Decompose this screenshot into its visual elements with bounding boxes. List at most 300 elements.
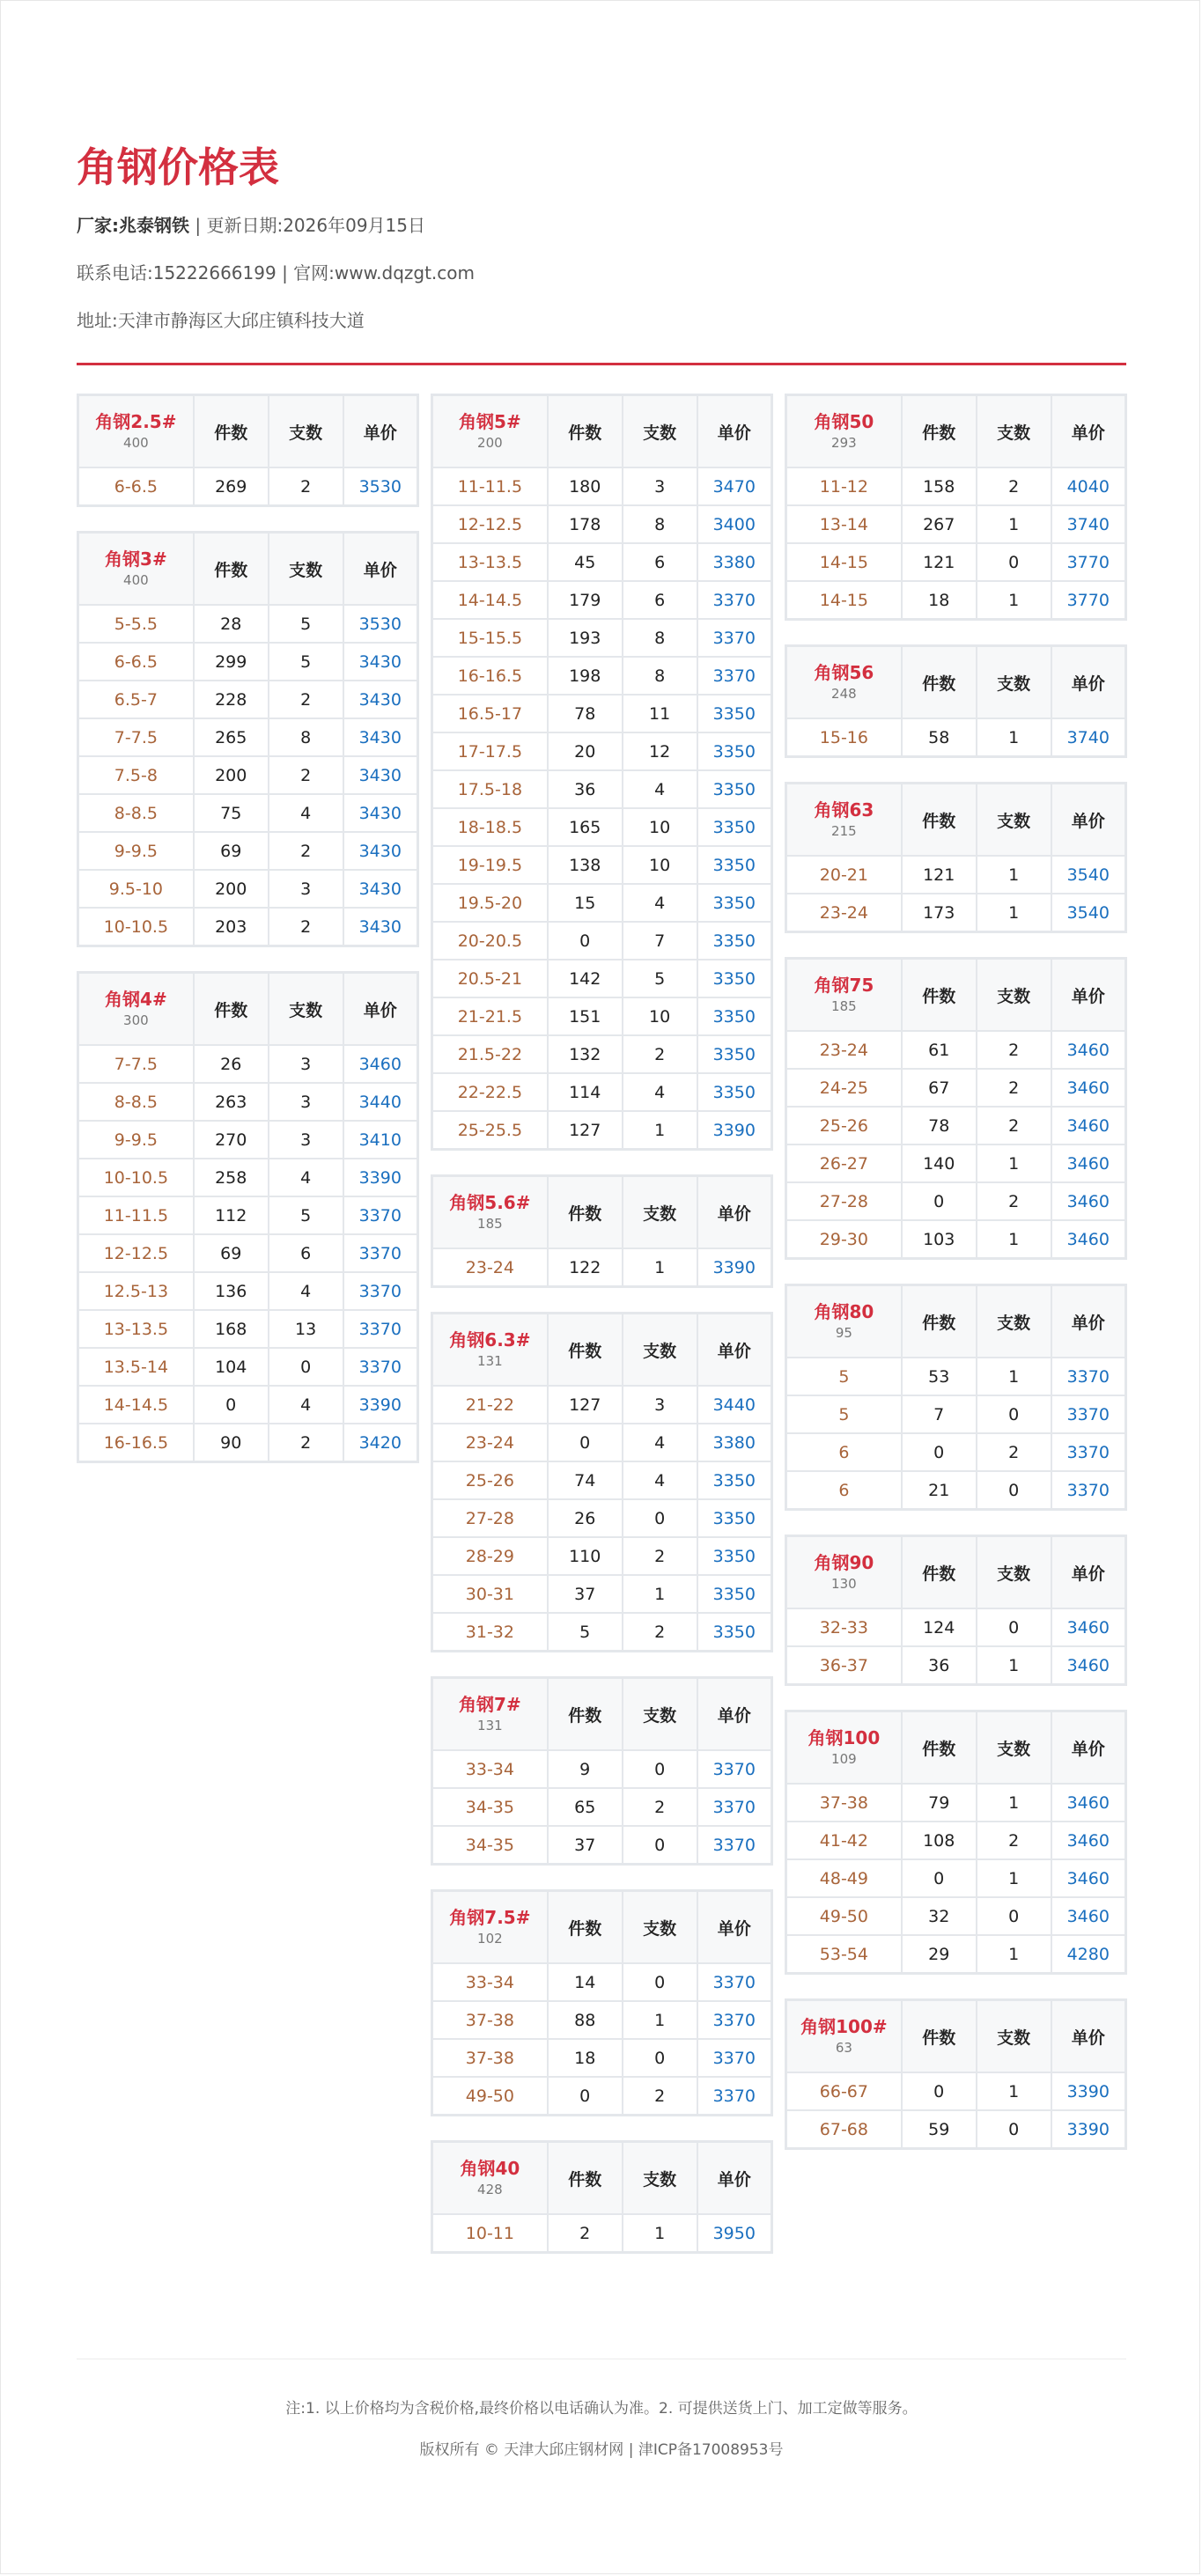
table-row (786, 1220, 1126, 1259)
price-cell: 3350 (697, 1537, 772, 1575)
pieces-cell: 203 (194, 908, 269, 946)
spec-cell: 19.5-20 (432, 884, 548, 922)
bundles-cell: 2 (623, 1035, 697, 1073)
pieces-header: 件数 (902, 784, 977, 857)
price-header: 单价 (1051, 646, 1126, 719)
price-cell: 3410 (343, 1121, 418, 1159)
pieces-cell: 5 (548, 1613, 623, 1652)
pieces-cell: 114 (548, 1073, 623, 1111)
spec-cell: 37-38 (786, 1784, 902, 1822)
price-cell: 3370 (1051, 1433, 1126, 1471)
price-cell: 3460 (1051, 1784, 1126, 1822)
pieces-header: 件数 (548, 395, 623, 468)
pieces-cell: 0 (548, 1424, 623, 1461)
price-header: 单价 (697, 2142, 772, 2215)
pieces-cell: 36 (548, 770, 623, 808)
table-row (78, 756, 418, 794)
pieces-cell: 178 (548, 505, 623, 543)
bundles-cell: 0 (269, 1348, 343, 1386)
spec-cell: 16.5-17 (432, 695, 548, 732)
price-cell: 3460 (343, 1045, 418, 1083)
table-row (786, 505, 1126, 543)
price-cell: 3470 (697, 467, 772, 505)
spec-cell: 36-37 (786, 1646, 902, 1685)
spec-cell: 12.5-13 (78, 1272, 194, 1310)
bundles-header: 支数 (623, 1176, 697, 1249)
group-cell (786, 646, 902, 719)
table-row (786, 1144, 1126, 1182)
price-table (431, 2140, 773, 2254)
price-cell: 3350 (697, 1613, 772, 1652)
price-table (77, 394, 419, 507)
pieces-cell: 74 (548, 1461, 623, 1499)
group-name: 角钢90 (814, 1552, 874, 1573)
header-divider (77, 363, 1126, 365)
price-table (785, 1998, 1127, 2150)
group-name: 角钢75 (814, 975, 874, 996)
table-header (78, 395, 418, 468)
table-row (432, 846, 772, 884)
spec-cell: 16-16.5 (432, 657, 548, 695)
bundles-cell: 1 (977, 581, 1051, 620)
pieces-cell: 21 (902, 1471, 977, 1510)
group-name: 角钢5# (459, 411, 521, 432)
bundles-cell: 2 (623, 2077, 697, 2116)
pieces-cell: 0 (548, 2077, 623, 2116)
spec-cell: 25-26 (786, 1107, 902, 1144)
pieces-cell: 45 (548, 543, 623, 581)
price-cell: 3460 (1051, 1182, 1126, 1220)
pieces-header: 件数 (902, 959, 977, 1032)
table-row (78, 1272, 418, 1310)
bundles-cell: 5 (269, 605, 343, 643)
table-row (786, 1107, 1126, 1144)
pieces-header: 件数 (548, 1678, 623, 1751)
pieces-header: 件数 (902, 395, 977, 468)
spec-cell: 22-22.5 (432, 1073, 548, 1111)
price-table (431, 1174, 773, 1288)
pieces-cell: 18 (902, 581, 977, 620)
bundles-cell: 2 (269, 756, 343, 794)
spec-cell: 23-24 (432, 1248, 548, 1287)
spec-cell: 67-68 (786, 2110, 902, 2149)
group-count: 300 (123, 1012, 149, 1028)
price-cell: 3530 (343, 605, 418, 643)
spec-cell: 5 (786, 1358, 902, 1395)
pieces-cell: 0 (902, 1859, 977, 1897)
bundles-cell: 1 (623, 1575, 697, 1613)
group-count: 400 (123, 435, 149, 451)
price-cell: 3370 (697, 1963, 772, 2001)
table-row (78, 1121, 418, 1159)
price-cell: 3370 (697, 2001, 772, 2039)
pieces-cell: 20 (548, 732, 623, 770)
bundles-cell: 5 (269, 1196, 343, 1234)
bundles-header: 支数 (269, 395, 343, 468)
pieces-cell: 200 (194, 870, 269, 908)
group-count: 248 (831, 686, 857, 702)
price-cell: 3430 (343, 870, 418, 908)
table-row (786, 1395, 1126, 1433)
bundles-cell: 1 (977, 894, 1051, 932)
price-header: 单价 (697, 395, 772, 468)
price-cell: 3350 (697, 960, 772, 997)
price-cell: 3350 (697, 808, 772, 846)
group-name: 角钢63 (814, 799, 874, 821)
bundles-cell: 3 (269, 1083, 343, 1121)
pieces-cell: 136 (194, 1272, 269, 1310)
table-row (432, 1537, 772, 1575)
pieces-cell: 228 (194, 681, 269, 718)
group-cell (432, 1314, 548, 1387)
price-cell: 3770 (1051, 581, 1126, 620)
table-row (786, 1182, 1126, 1220)
price-header: 单价 (1051, 2000, 1126, 2073)
pieces-cell: 0 (902, 1433, 977, 1471)
spec-cell: 14-14.5 (432, 581, 548, 619)
price-cell: 3460 (1051, 1822, 1126, 1859)
spec-cell: 6-6.5 (78, 467, 194, 506)
bundles-cell: 6 (623, 581, 697, 619)
bundles-cell: 1 (977, 1859, 1051, 1897)
spec-cell: 23-24 (786, 894, 902, 932)
table-header (432, 1176, 772, 1249)
pieces-cell: 165 (548, 808, 623, 846)
spec-cell: 37-38 (432, 2039, 548, 2077)
spec-cell: 14-15 (786, 543, 902, 581)
bundles-cell: 1 (977, 1646, 1051, 1685)
table-header (78, 973, 418, 1046)
bundles-header: 支数 (623, 1891, 697, 1964)
bundles-cell: 2 (977, 1107, 1051, 1144)
bundles-cell: 0 (977, 2110, 1051, 2149)
bundles-cell: 2 (977, 1031, 1051, 1069)
pieces-cell: 53 (902, 1358, 977, 1395)
price-cell: 3390 (697, 1248, 772, 1287)
spec-cell: 11-12 (786, 467, 902, 505)
pieces-cell: 299 (194, 643, 269, 681)
price-cell: 3370 (697, 2077, 772, 2116)
price-cell: 3370 (697, 1750, 772, 1788)
spec-cell: 10-10.5 (78, 908, 194, 946)
pieces-cell: 67 (902, 1069, 977, 1107)
pieces-cell: 108 (902, 1822, 977, 1859)
pieces-cell: 121 (902, 543, 977, 581)
table-row (432, 1461, 772, 1499)
price-cell: 3350 (697, 770, 772, 808)
price-cell: 3350 (697, 922, 772, 960)
bundles-cell: 4 (623, 1073, 697, 1111)
bundles-cell: 1 (977, 856, 1051, 894)
spec-cell: 66-67 (786, 2072, 902, 2110)
table-row (432, 1073, 772, 1111)
bundles-cell: 1 (977, 1358, 1051, 1395)
table-row (432, 997, 772, 1035)
group-cell (786, 395, 902, 468)
price-cell: 3350 (697, 1073, 772, 1111)
pieces-cell: 121 (902, 856, 977, 894)
group-cell (786, 959, 902, 1032)
table-row (78, 643, 418, 681)
manufacturer-label: 厂家: (77, 215, 119, 236)
bundles-header: 支数 (977, 1711, 1051, 1785)
pieces-header: 件数 (902, 2000, 977, 2073)
group-cell (78, 395, 194, 468)
manufacturer-line (77, 202, 1126, 249)
spec-cell: 17-17.5 (432, 732, 548, 770)
pieces-cell: 173 (902, 894, 977, 932)
update-date: | 更新日期:2026年09月15日 (195, 215, 425, 236)
spec-cell: 29-30 (786, 1220, 902, 1259)
bundles-cell: 2 (269, 1424, 343, 1462)
pieces-cell: 151 (548, 997, 623, 1035)
table-row (786, 1358, 1126, 1395)
table-row (786, 2110, 1126, 2149)
pieces-header: 件数 (548, 1176, 623, 1249)
price-cell: 3370 (697, 1826, 772, 1865)
pieces-cell: 2 (548, 2214, 623, 2253)
table-row (432, 1035, 772, 1073)
pieces-cell: 29 (902, 1935, 977, 1974)
table-row (432, 732, 772, 770)
pieces-cell: 69 (194, 1234, 269, 1272)
table-row (432, 543, 772, 581)
bundles-cell: 0 (977, 543, 1051, 581)
spec-cell: 7-7.5 (78, 718, 194, 756)
table-row (786, 1471, 1126, 1510)
price-header: 单价 (697, 1176, 772, 1249)
spec-cell: 21-21.5 (432, 997, 548, 1035)
table-row (78, 870, 418, 908)
table-row (78, 1386, 418, 1424)
group-name: 角钢40 (460, 2158, 520, 2179)
spec-cell: 14-14.5 (78, 1386, 194, 1424)
bundles-cell: 2 (977, 1182, 1051, 1220)
table-row (432, 1499, 772, 1537)
table-header (786, 1285, 1126, 1358)
table-header (786, 959, 1126, 1032)
price-cell: 3460 (1051, 1646, 1126, 1685)
bundles-cell: 3 (269, 870, 343, 908)
page-title: 角钢价格表 (77, 144, 279, 191)
table-row (786, 543, 1126, 581)
pieces-cell: 0 (902, 1182, 977, 1220)
spec-cell: 41-42 (786, 1822, 902, 1859)
price-table (431, 1312, 773, 1652)
price-table (431, 394, 773, 1151)
bundles-cell: 7 (623, 922, 697, 960)
price-cell: 3430 (343, 681, 418, 718)
spec-cell: 12-12.5 (432, 505, 548, 543)
bundles-cell: 2 (269, 681, 343, 718)
price-cell: 3440 (697, 1386, 772, 1424)
table-row (432, 1575, 772, 1613)
price-header: 单价 (1051, 1536, 1126, 1609)
table-row (432, 1788, 772, 1826)
bundles-cell: 10 (623, 997, 697, 1035)
pieces-cell: 269 (194, 467, 269, 506)
group-cell (786, 1285, 902, 1358)
table-row (78, 794, 418, 832)
price-cell: 4040 (1051, 467, 1126, 505)
price-table (785, 394, 1127, 621)
price-cell: 3350 (697, 846, 772, 884)
table-row (432, 884, 772, 922)
pieces-cell: 88 (548, 2001, 623, 2039)
price-header: 单价 (697, 1314, 772, 1387)
group-count: 400 (123, 572, 149, 588)
table-header (786, 646, 1126, 719)
pieces-cell: 127 (548, 1111, 623, 1150)
price-cell: 3370 (697, 657, 772, 695)
spec-cell: 8-8.5 (78, 1083, 194, 1121)
price-cell: 3370 (1051, 1395, 1126, 1433)
price-table (785, 957, 1127, 1260)
price-cell: 3370 (697, 619, 772, 657)
bundles-cell: 2 (269, 832, 343, 870)
table-row (78, 1196, 418, 1234)
bundles-cell: 1 (977, 1144, 1051, 1182)
pieces-cell: 180 (548, 467, 623, 505)
pieces-header: 件数 (548, 1891, 623, 1964)
pieces-cell: 103 (902, 1220, 977, 1259)
pieces-cell: 78 (902, 1107, 977, 1144)
price-header: 单价 (343, 395, 418, 468)
spec-cell: 28-29 (432, 1537, 548, 1575)
spec-cell: 24-25 (786, 1069, 902, 1107)
bundles-cell: 1 (977, 1220, 1051, 1259)
bundles-cell: 4 (623, 770, 697, 808)
group-name: 角钢6.3# (449, 1329, 531, 1351)
spec-cell: 18-18.5 (432, 808, 548, 846)
bundles-cell: 0 (623, 1963, 697, 2001)
group-cell (432, 1678, 548, 1751)
address-line: 地址:天津市静海区大邱庄镇科技大道 (77, 310, 365, 331)
spec-cell: 23-24 (786, 1031, 902, 1069)
pieces-cell: 198 (548, 657, 623, 695)
pieces-header: 件数 (194, 395, 269, 468)
pieces-cell: 104 (194, 1348, 269, 1386)
spec-cell: 5 (786, 1395, 902, 1433)
bundles-cell: 8 (623, 657, 697, 695)
spec-cell: 6 (786, 1471, 902, 1510)
bundles-header: 支数 (977, 959, 1051, 1032)
price-cell: 3350 (697, 1575, 772, 1613)
spec-cell: 53-54 (786, 1935, 902, 1974)
bundles-cell: 2 (977, 1822, 1051, 1859)
bundles-cell: 1 (977, 2072, 1051, 2110)
price-cell: 3350 (697, 732, 772, 770)
group-cell (432, 1176, 548, 1249)
bundles-cell: 12 (623, 732, 697, 770)
price-cell: 3420 (343, 1424, 418, 1462)
table-row (786, 1897, 1126, 1935)
group-name: 角钢4# (105, 989, 167, 1010)
table-row (786, 1935, 1126, 1974)
bundles-cell: 0 (977, 1395, 1051, 1433)
price-cell: 3390 (1051, 2072, 1126, 2110)
spec-cell: 8-8.5 (78, 794, 194, 832)
price-header: 单价 (1051, 959, 1126, 1032)
spec-cell: 6.5-7 (78, 681, 194, 718)
spec-cell: 20.5-21 (432, 960, 548, 997)
bundles-header: 支数 (269, 533, 343, 606)
group-cell (786, 2000, 902, 2073)
bundles-cell: 10 (623, 846, 697, 884)
bundles-cell: 5 (623, 960, 697, 997)
pieces-cell: 112 (194, 1196, 269, 1234)
pieces-cell: 37 (548, 1826, 623, 1865)
price-header: 单价 (1051, 784, 1126, 857)
price-header: 单价 (697, 1891, 772, 1964)
bundles-cell: 1 (977, 718, 1051, 757)
table-row (78, 1045, 418, 1083)
table-header (432, 395, 772, 468)
group-cell (78, 533, 194, 606)
price-table (431, 1889, 773, 2116)
table-row (432, 581, 772, 619)
group-cell (786, 1536, 902, 1609)
price-table (785, 1535, 1127, 1686)
table-row (78, 908, 418, 946)
price-cell: 3950 (697, 2214, 772, 2253)
bundles-cell: 1 (623, 1248, 697, 1287)
table-row (432, 1963, 772, 2001)
group-name: 角钢5.6# (449, 1192, 531, 1213)
price-cell: 3460 (1051, 1069, 1126, 1107)
group-name: 角钢56 (814, 662, 874, 683)
pieces-cell: 58 (902, 718, 977, 757)
spec-cell: 25-25.5 (432, 1111, 548, 1150)
bundles-cell: 4 (269, 1159, 343, 1196)
pieces-cell: 69 (194, 832, 269, 870)
table-row (78, 681, 418, 718)
pieces-cell: 132 (548, 1035, 623, 1073)
spec-cell: 21-22 (432, 1386, 548, 1424)
pieces-cell: 0 (194, 1386, 269, 1424)
table-row (432, 2001, 772, 2039)
spec-cell: 9.5-10 (78, 870, 194, 908)
spec-cell: 30-31 (432, 1575, 548, 1613)
table-row (786, 1859, 1126, 1897)
spec-cell: 13-13.5 (78, 1310, 194, 1348)
price-cell: 3460 (1051, 1608, 1126, 1646)
bundles-cell: 1 (623, 2214, 697, 2253)
table-row (786, 1069, 1126, 1107)
table-row (786, 1608, 1126, 1646)
spec-cell: 21.5-22 (432, 1035, 548, 1073)
table-header (432, 1891, 772, 1964)
table-row (432, 2039, 772, 2077)
pieces-cell: 26 (194, 1045, 269, 1083)
group-count: 185 (477, 1216, 503, 1232)
group-count: 109 (831, 1751, 857, 1767)
price-cell: 3350 (697, 1461, 772, 1499)
bundles-cell: 8 (269, 718, 343, 756)
group-cell (78, 973, 194, 1046)
table-row (432, 1248, 772, 1287)
group-cell (432, 1891, 548, 1964)
pieces-cell: 15 (548, 884, 623, 922)
price-cell: 3350 (697, 695, 772, 732)
pieces-cell: 258 (194, 1159, 269, 1196)
group-name: 角钢2.5# (95, 411, 177, 432)
pieces-cell: 270 (194, 1121, 269, 1159)
bundles-cell: 0 (623, 1826, 697, 1865)
bundles-cell: 3 (269, 1121, 343, 1159)
pieces-cell: 65 (548, 1788, 623, 1826)
price-cell: 4280 (1051, 1935, 1126, 1974)
